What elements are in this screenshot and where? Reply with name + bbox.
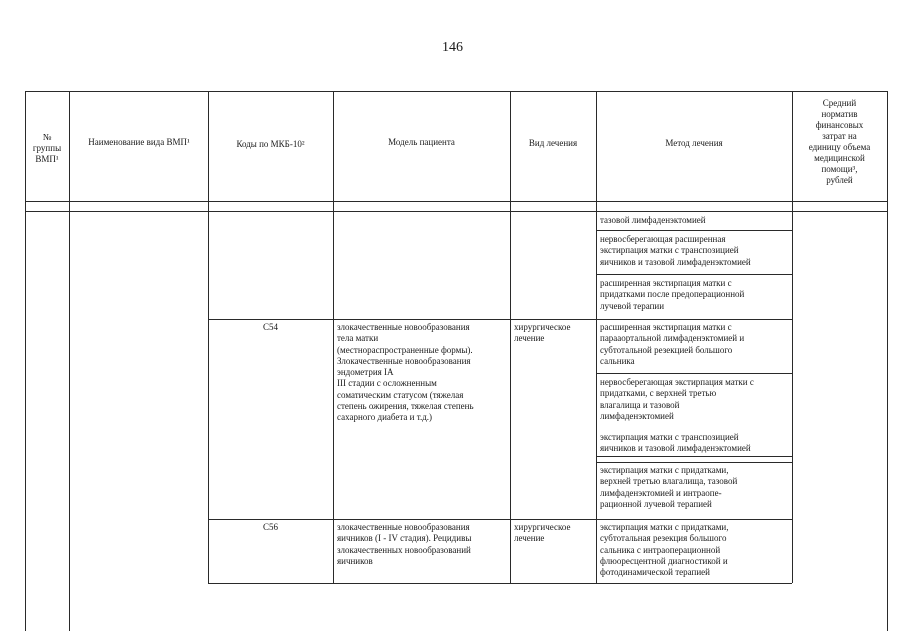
method-line: яичников и тазовой лимфаденэктомией	[600, 256, 751, 267]
method-cell	[600, 278, 744, 312]
method-cell	[600, 465, 737, 510]
treatment-line: хирургическое	[514, 322, 571, 332]
method-line: сальника	[600, 355, 635, 366]
treatment-type-c56	[514, 522, 570, 545]
method-line: сальника с интраоперационной	[600, 544, 721, 555]
model-line: III стадии с осложненным	[337, 378, 437, 389]
method-line: расширенная экстирпация матки с	[600, 278, 732, 288]
model-line: (местнораспространенные формы).	[337, 344, 473, 355]
header-group-no-line: ВМП¹	[35, 154, 59, 164]
method-line: экстирпация матки с придатками,	[600, 465, 729, 475]
method-line: флюоресцентной диагностикой и	[600, 555, 728, 566]
header-avg-cost-line: норматив	[821, 109, 858, 119]
header-icd-codes: Коды по МКБ-10²	[236, 139, 305, 149]
header-avg-cost-line: затрат на	[822, 131, 857, 141]
header-vmp-name: Наименование вида ВМП¹	[88, 137, 190, 147]
model-line: степень ожирения, тяжелая степень	[337, 401, 474, 412]
method-line: парааортальной лимфаденэктомией и	[600, 333, 745, 344]
method-line: верхней третью влагалища, тазовой	[600, 476, 738, 487]
model-line: соматическим статусом (тяжелая	[337, 389, 464, 400]
treatment-line: лечение	[514, 333, 545, 344]
method-cell	[600, 522, 729, 578]
header-treatment-method: Метод лечения	[665, 138, 723, 148]
method-line: придатками, с верхней третью	[600, 388, 717, 399]
header-avg-cost-line: рублей	[826, 175, 853, 185]
method-line: экстирпация матки с транспозицией	[600, 245, 739, 256]
page-number: 146	[442, 40, 463, 55]
model-line: сахарного диабета и т.д.)	[337, 412, 433, 423]
method-line: нервосберегающая экстирпация матки с	[600, 377, 754, 387]
method-line: нервосберегающая расширенная	[600, 234, 726, 244]
method-line: экстирпация матки с транспозицией	[600, 432, 739, 442]
patient-model-c54	[337, 322, 474, 424]
header-avg-cost-line: медицинской	[814, 153, 865, 163]
method-line: лучевой терапии	[600, 300, 665, 311]
method-line: экстирпация матки с придатками,	[600, 522, 729, 532]
model-line: злокачественных новообразований	[337, 544, 471, 555]
model-line: яичников	[337, 555, 373, 566]
treatment-line: лечение	[514, 533, 545, 544]
model-line: Злокачественные новообразования	[337, 355, 471, 366]
method-line: рационной лучевой терапией	[600, 498, 712, 509]
header-avg-cost-line: единицу объема	[808, 142, 871, 152]
icd-code-c56: C56	[262, 522, 278, 532]
treatment-line: хирургическое	[514, 522, 571, 532]
method-line: субтотальной резекцией большого	[600, 344, 733, 355]
method-cell	[600, 322, 744, 367]
method-line: фотодинамической терапией	[600, 567, 710, 578]
patient-model-c56	[337, 522, 471, 567]
header-group-no-line: группы	[32, 143, 62, 153]
icd-code-c54: C54	[262, 322, 278, 332]
header-avg-cost-line: помощи³,	[821, 164, 858, 174]
header-group-no	[27, 132, 67, 165]
model-line: яичников (I - IV стадия). Рецидивы	[337, 533, 472, 544]
header-avg-cost-line: финансовых	[815, 120, 864, 130]
method-line: придатками после предоперационной	[600, 289, 745, 300]
method-cell	[600, 234, 751, 268]
method-cell	[600, 432, 751, 455]
method-line: лимфаденэктомией и интраопе-	[600, 487, 722, 498]
model-line: злокачественные новообразования	[337, 322, 470, 332]
treatment-type-c54	[514, 322, 570, 345]
method-line: расширенная экстирпация матки с	[600, 322, 732, 332]
method-cell	[600, 377, 754, 422]
model-line: злокачественные новообразования	[337, 522, 470, 532]
model-line: тела матки	[337, 333, 379, 344]
header-avg-cost-line: Средний	[822, 98, 857, 108]
header-avg-cost	[794, 98, 885, 186]
header-patient-model: Модель пациента	[388, 137, 455, 147]
model-line: эндометрия IA	[337, 367, 394, 378]
method-line: лимфаденэктомией	[600, 410, 674, 421]
method-line: тазовой лимфаденэктомией	[600, 215, 706, 225]
header-group-no-line: №	[42, 132, 52, 142]
header-treatment-type: Вид лечения	[528, 138, 578, 148]
method-line: яичников и тазовой лимфаденэктомией	[600, 443, 751, 454]
method-cell	[600, 215, 706, 226]
method-line: субтотальная резекция большого	[600, 533, 727, 544]
method-line: влагалища и тазовой	[600, 399, 680, 410]
